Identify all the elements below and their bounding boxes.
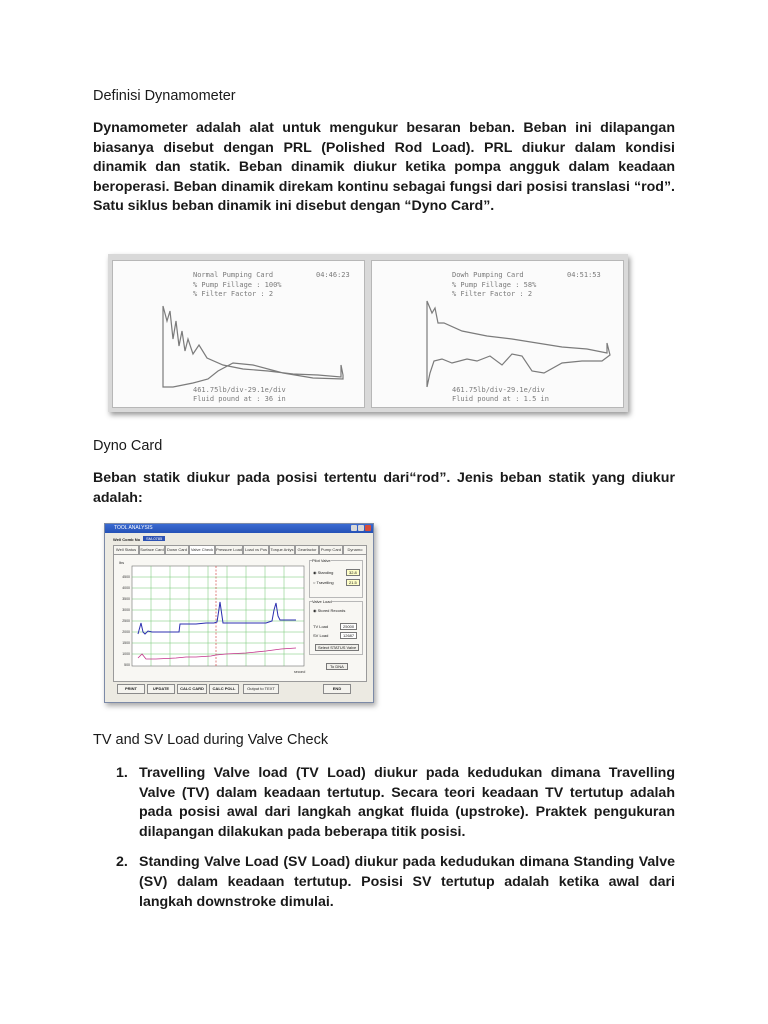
- list-text: Travelling Valve load (TV Load) diukur pada kedudukan dimana Travelling Valve (TV) dalam keadaan tertutup. Secara teori keadaan TV tertutup adalah pada posisi awal dari langkah angkat fluida (upstroke). Praktek pengukuran dilapangan dilakukan pada beberapa titik posisi.: [139, 765, 675, 840]
- window-titlebar: [105, 524, 373, 533]
- y-tick: 500: [124, 663, 130, 667]
- card-filter-factor: % Filter Factor : 2: [193, 290, 274, 298]
- end-button[interactable]: END: [323, 684, 351, 694]
- y-tick: 4000: [122, 586, 130, 590]
- radio-stored[interactable]: ◉ Stored Records: [313, 608, 346, 613]
- tab-torque[interactable]: Torque Anlys: [269, 545, 295, 555]
- sv-load-field[interactable]: 12687: [340, 632, 357, 639]
- calc-card-button[interactable]: CALC CARD: [177, 684, 207, 694]
- y-tick: 2500: [122, 619, 130, 623]
- card-title: Normal Pumping Card: [193, 271, 274, 279]
- calc-poll-button[interactable]: CALC POLL: [209, 684, 239, 694]
- tab-gearfactor[interactable]: Gearfactor: [295, 545, 319, 555]
- pilot-valve-label: Pilot Valve: [312, 558, 331, 563]
- tv-load-field[interactable]: 25000: [340, 623, 357, 630]
- list-text: Standing Valve Load (SV Load) diukur pada kedudukan dimana Standing Valve (SV) dalam keadaan tertutup. Posisi SV tertutup adalah ketika awal dari langkah downstroke dimulai.: [139, 854, 675, 910]
- paragraph-dyno-card: Beban statik diukur pada posisi tertentu dari“rod”. Jenis beban statik yang diukur adalah:: [93, 470, 675, 506]
- valve-load-label: Valve Load: [312, 599, 332, 604]
- list-number: 1.: [116, 765, 128, 781]
- tab-load-vs-pos[interactable]: Load vs Pos: [243, 545, 269, 555]
- card-time: 04:51:53: [567, 271, 601, 279]
- card-fluid-pound: Fluid pound at : 1.5 in: [452, 395, 549, 403]
- card-scale: 461.75lb/div-29.1e/div: [193, 386, 286, 394]
- card-scale: 461.75lb/div-29.1e/div: [452, 386, 545, 394]
- radio-travelling[interactable]: ○ Travelling: [313, 580, 334, 585]
- y-tick: 1500: [122, 641, 130, 645]
- window-title: TOOL ANALYSIS: [114, 525, 153, 531]
- minimize-icon[interactable]: [351, 525, 357, 531]
- figure-dyno-cards: [108, 254, 628, 412]
- down-pumping-card: [371, 260, 624, 408]
- normal-pumping-card: [112, 260, 365, 408]
- tab-pressure-load[interactable]: Pressure Load: [215, 545, 243, 555]
- output-to-text-button[interactable]: Output to TEXT: [243, 684, 279, 694]
- well-label: Well Comb No: [113, 537, 141, 542]
- card-pump-fillage: % Pump Fillage : 100%: [193, 281, 282, 289]
- tab-surface-card[interactable]: Surface Card: [139, 545, 165, 555]
- close-icon[interactable]: [365, 525, 371, 531]
- maximize-icon[interactable]: [358, 525, 364, 531]
- y-unit: lbs: [119, 560, 125, 565]
- paragraph-definisi: Dynamometer adalah alat untuk mengukur besaran beban. Beban ini dilapangan biasanya disebut dengan PRL (Polished Rod Load). PRL diukur dalam kondisi dinamik dan statik. Beban dinamik diukur ketika pompa angguk dalam keadaan beroperasi. Beban dinamik direkam kontinu sebagai fungsi dari posisi translasi “rod”. Satu siklus beban dinamik ini disebut dengan “Dyno Card”.: [93, 120, 675, 215]
- valve-load-list: [110, 764, 675, 912]
- tab-well-status[interactable]: Well Status: [113, 545, 139, 555]
- print-button[interactable]: PRINT: [117, 684, 145, 694]
- select-status-valve-button[interactable]: Select STATUS Valve: [315, 644, 359, 651]
- tab-dynamo[interactable]: Dynamo: [343, 545, 367, 555]
- card-title: Dowh Pumping Card: [452, 271, 524, 279]
- sv-load-label: SV Load: [313, 633, 329, 638]
- well-select[interactable]: SM-0785: [143, 536, 165, 541]
- y-tick: 3500: [122, 597, 130, 601]
- tab-down-card[interactable]: Down Card: [165, 545, 189, 555]
- y-tick: 2000: [122, 630, 130, 634]
- update-button[interactable]: UPDATE: [147, 684, 175, 694]
- valve-load-chart: [116, 558, 306, 678]
- heading-definisi-dynamometer: Definisi Dynamometer: [93, 88, 236, 104]
- y-tick: 4500: [122, 575, 130, 579]
- tab-panel: [113, 554, 367, 682]
- to-dna-button[interactable]: To DNA: [326, 663, 348, 670]
- card-time: 04:46:23: [316, 271, 350, 279]
- pilot-valve-group: [309, 560, 363, 598]
- tv-load-label: TV Load: [313, 624, 329, 629]
- list-item: [110, 853, 675, 912]
- heading-dyno-card: Dyno Card: [93, 438, 163, 454]
- tab-valve-check[interactable]: Valve Check: [189, 545, 215, 555]
- y-tick: 1000: [122, 652, 130, 656]
- heading-tv-sv-load: TV and SV Load during Valve Check: [93, 732, 329, 748]
- y-tick: 3000: [122, 608, 130, 612]
- card-filter-factor: % Filter Factor : 2: [452, 290, 533, 298]
- card-fluid-pound: Fluid pound at : 36 in: [193, 395, 286, 403]
- tab-pump-card[interactable]: Pump Card: [319, 545, 343, 555]
- standing-value[interactable]: 32.8: [346, 569, 360, 576]
- list-number: 2.: [116, 854, 128, 871]
- card-pump-fillage: % Pump Fillage : 58%: [452, 281, 537, 289]
- travelling-value[interactable]: 21.5: [346, 579, 360, 586]
- radio-standing[interactable]: ◉ Standing: [313, 570, 334, 575]
- x-unit: second: [294, 670, 306, 674]
- figure-valve-check-window: [104, 523, 374, 703]
- list-item: [110, 764, 675, 842]
- valve-load-group: [309, 601, 363, 655]
